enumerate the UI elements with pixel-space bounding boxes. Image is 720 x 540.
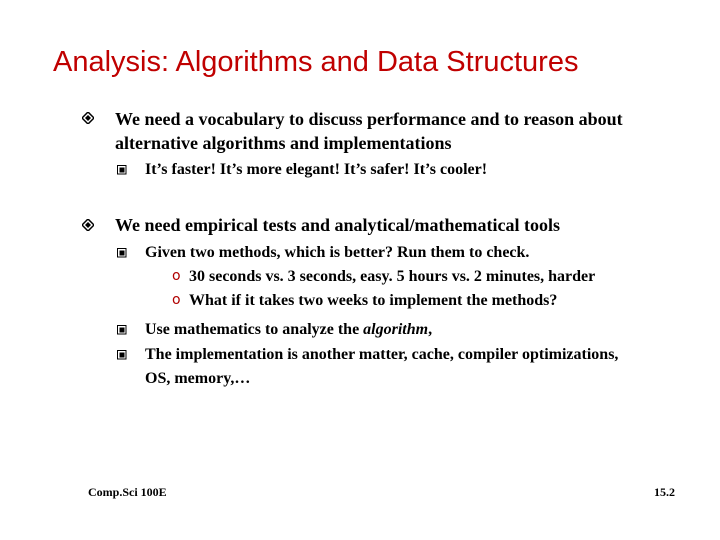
algorithm-emphasis: algorithm xyxy=(363,321,429,338)
diamond-bullet-icon xyxy=(82,112,94,124)
circle-bullet-icon: o xyxy=(172,292,181,308)
bullet-2-subitem-1: Given two methods, which is better? Run them to check. xyxy=(145,244,530,261)
bullet-2-subitem-2 xyxy=(145,319,432,340)
footer-page-number: 15.2 xyxy=(654,485,675,499)
bullet-2-subsubitem-2: What if it takes two weeks to implement the methods? xyxy=(189,292,558,309)
bullet-2-subitem-3-line-2: OS, memory,… xyxy=(145,370,251,387)
square-bullet-icon xyxy=(117,350,127,360)
bullet-1-line-2: alternative algorithms and implementations xyxy=(115,133,452,153)
square-bullet-icon xyxy=(117,165,127,175)
square-bullet-icon xyxy=(117,248,127,258)
bullet-2-subitem-3-line-1: The implementation is another matter, cache, compiler optimizations, xyxy=(145,346,619,363)
circle-bullet-icon: o xyxy=(172,268,181,284)
diamond-bullet-icon xyxy=(82,219,94,231)
bullet-1-subitem-1: It’s faster! It’s more elegant! It’s safer! It’s cooler! xyxy=(145,161,488,178)
analyze-suffix: , xyxy=(428,321,433,338)
slide-title: Analysis: Algorithms and Data Structures xyxy=(53,46,579,78)
analyze-text: Use mathematics to analyze the xyxy=(145,321,364,338)
square-bullet-icon xyxy=(117,325,127,335)
bullet-2-line-1: We need empirical tests and analytical/mathematical tools xyxy=(115,215,560,235)
footer-course: Comp.Sci 100E xyxy=(88,485,167,499)
bullet-2-subsubitem-1: 30 seconds vs. 3 seconds, easy. 5 hours vs. 2 minutes, harder xyxy=(189,268,596,285)
bullet-1-line-1: We need a vocabulary to discuss performance and to reason about xyxy=(115,109,623,129)
